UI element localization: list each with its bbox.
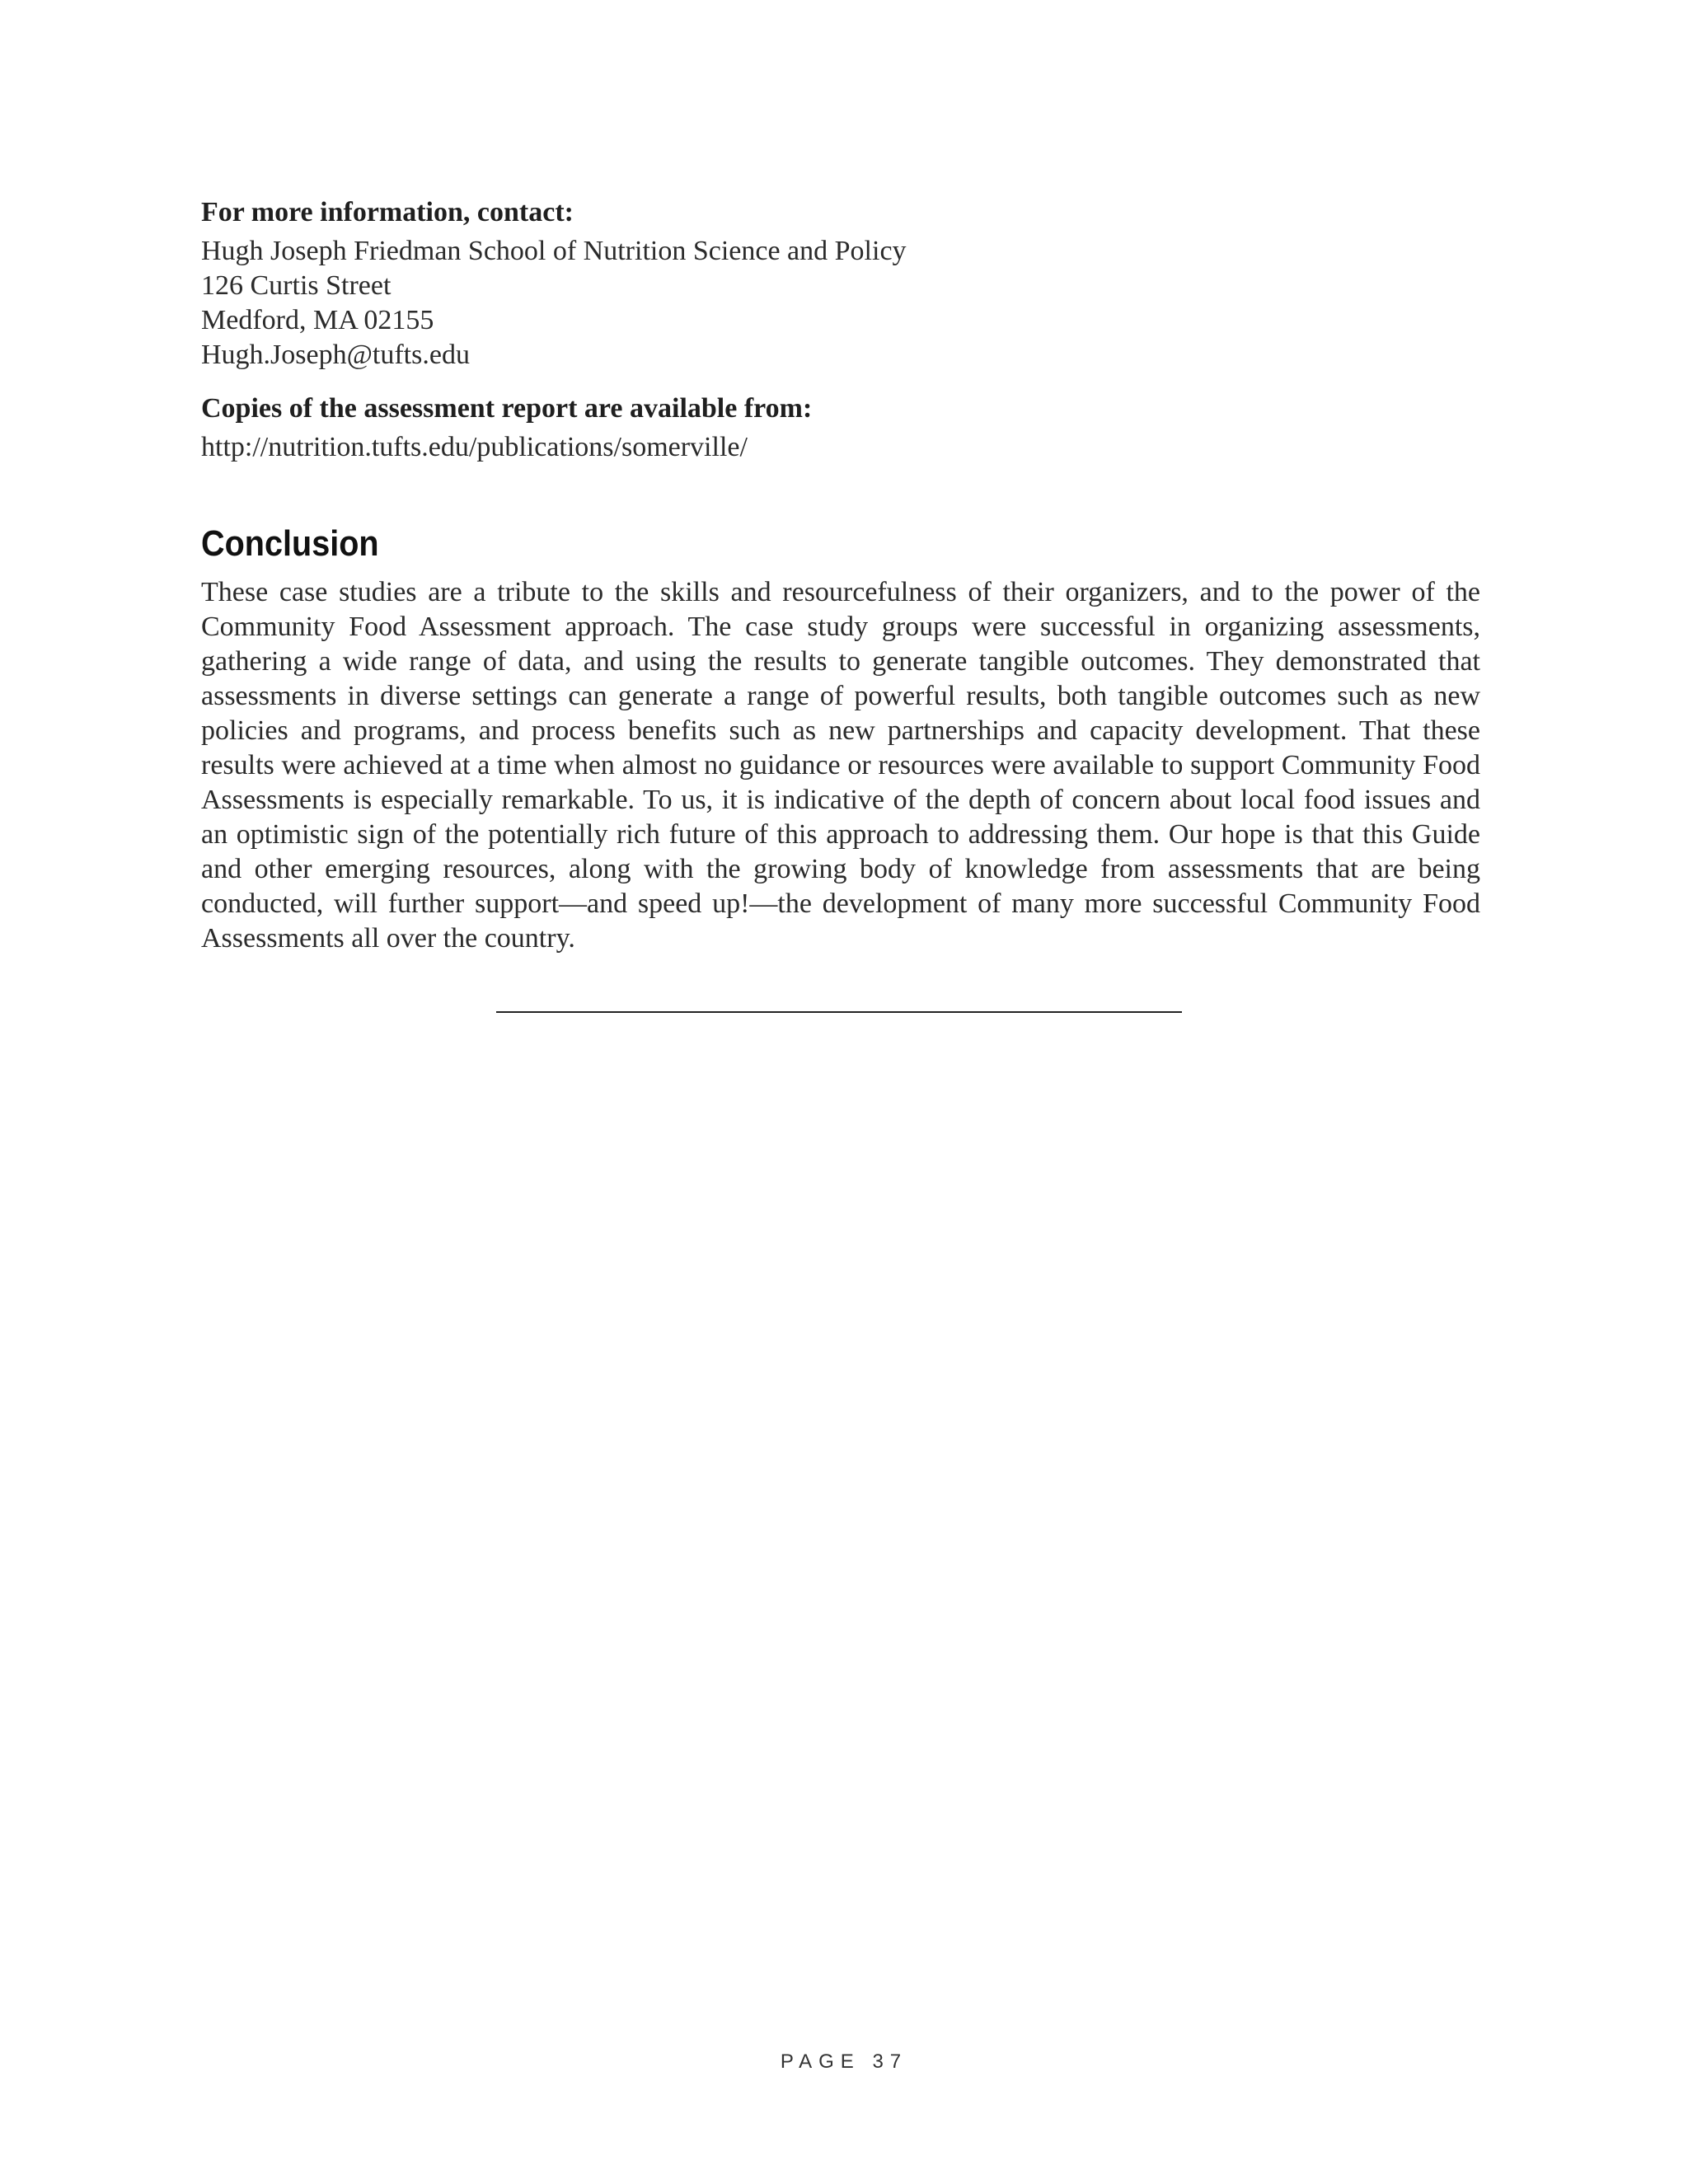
section-divider	[496, 1011, 1182, 1013]
conclusion-paragraph: These case studies are a tribute to the skills and resourcefulness of their organizers, and to the power of the Community Food Assessment approach. The case study groups were successful in organizing assessments, gathering a wide range of data, and using the results to generate tangible outcomes. They demonstrated that assessments in diverse settings can generate a range of powerful results, both tangible outcomes such as new policies and programs, and process benefits such as new partnerships and capacity development. That these results were achieved at a time when almost no guidance or resources were available to support Community Food Assessments is especially remarkable. To us, it is indicative of the depth of concern about local food issues and an optimistic sign of the potentially rich future of this approach to addressing them. Our hope is that this Guide and other emerging resources, along with the growing body of knowledge from assessments that are being conducted, will further support—and speed up!—the development of many more successful Community Food Assessments all over the country.	[201, 577, 1480, 954]
report-url-link[interactable]: http://nutrition.tufts.edu/publications/somerville/	[201, 432, 748, 462]
conclusion-section	[201, 521, 1480, 956]
copies-section	[201, 391, 1480, 465]
contact-section	[201, 194, 1480, 373]
contact-heading: For more information, contact:	[201, 197, 574, 227]
page-content	[201, 194, 1480, 956]
contact-city: Medford, MA 02155	[201, 305, 434, 335]
contact-street: 126 Curtis Street	[201, 270, 392, 301]
contact-email-link[interactable]: Hugh.Joseph@tufts.edu	[201, 340, 470, 370]
copies-heading: Copies of the assessment report are available from:	[201, 393, 813, 424]
contact-organization: Hugh Joseph Friedman School of Nutrition Science and Policy	[201, 236, 907, 266]
contact-address	[201, 234, 1480, 373]
page-number: PAGE 37	[780, 2050, 908, 2073]
conclusion-title: Conclusion	[201, 523, 379, 564]
